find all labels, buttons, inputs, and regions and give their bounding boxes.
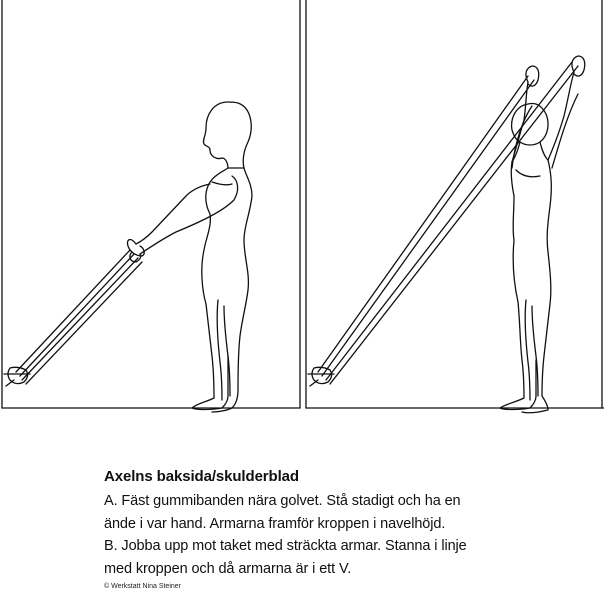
panel-a-band-right [22,258,142,384]
panel-b [306,0,604,413]
copyright-credit: © Werkstatt Nina Steiner [104,583,181,590]
instruction-line-1: A. Fäst gummibanden nära golvet. Stå stadigt och ha en [104,493,461,509]
panel-b-band-left [318,76,534,376]
instruction-line-2: ände i var hand. Armarna framför kroppen i navelhöjd. [104,515,446,532]
instruction-line-3: B. Jobba upp mot taket med sträckta armar. Stanna i linje [104,538,467,554]
panel-a [2,0,300,412]
panel-b-band-right [326,62,578,384]
exercise-title: Axelns baksida/skulderblad [104,468,299,485]
panel-a-figure [127,102,252,412]
instruction-line-4: med kroppen och då armarna är i ett V. [104,560,352,577]
panel-a-band-left [16,250,134,376]
exercise-description [104,466,584,580]
